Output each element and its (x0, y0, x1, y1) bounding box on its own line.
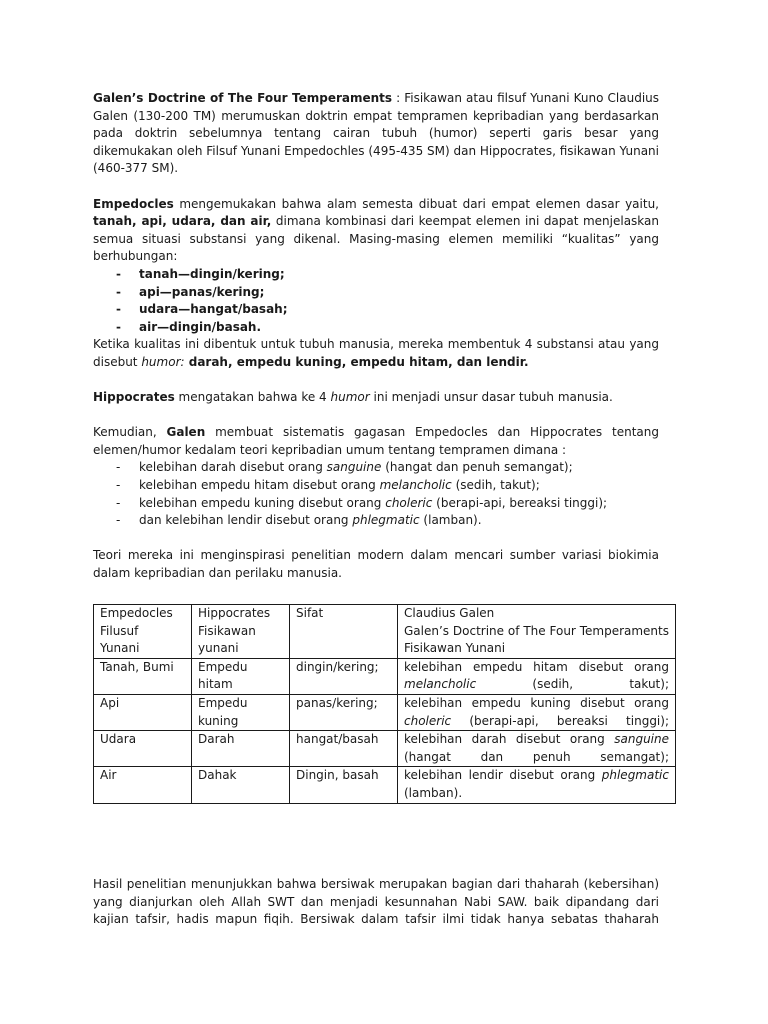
galen-paragraph (93, 424, 659, 459)
galen-name: Galen (166, 425, 206, 440)
hippocrates-text: mengatakan bahwa ke 4 (174, 390, 331, 405)
list-item: - kelebihan darah disebut orang sanguine (hangat dan penuh semangat); (93, 459, 659, 477)
list-item: - kelebihan empedu kuning disebut orang choleric (berapi-api, bereaksi tinggi); (93, 495, 659, 513)
empedocles-text: mengemukakan bahwa alam semesta dibuat dari empat elemen dasar yaitu, (173, 196, 659, 211)
temperament-table (93, 604, 676, 804)
hippocrates-paragraph (93, 389, 659, 407)
hippocrates-text-2: ini menjadi unsur dasar tubuh manusia. (369, 390, 613, 405)
hippocrates-name: Hippocrates (93, 390, 175, 405)
list-item: - kelebihan empedu hitam disebut orang melancholic (sedih, takut); (93, 477, 659, 495)
table-cell: dingin/kering; (290, 658, 398, 694)
list-item: - dan kelebihan lendir disebut orang phlegmatic (lamban). (93, 512, 659, 530)
galen-text: Kemudian, (93, 425, 167, 440)
list-item: - udara—hangat/basah; (93, 301, 659, 319)
intro-text: : Fisikawan atau filsuf Yunani Kuno Claudius Galen (130-200 TM) merumuskan doktrin empat tempramen kepribadian yang berdasarkan pada doktrin sebelumnya tentang cairan tubuh (humor) seperti garis besar yang dikemukakan oleh Filsuf Yunani Empedochles (495-435 SM) dan Hippocrates, fisikawan Yunani (460-377 SM). (93, 91, 660, 176)
table-row (94, 694, 676, 730)
table-cell: kelebihan empedu kuning disebut orang choleric (berapi-api, bereaksi tinggi); (398, 694, 676, 730)
table-cell: Darah (192, 731, 290, 767)
header-cell: Claudius Galen Galen’s Doctrine of The Four Temperaments Fisikawan Yunani (398, 605, 676, 659)
header-cell: Empedocles Filusuf Yunani (94, 605, 192, 659)
intro-paragraph (93, 90, 659, 178)
element-quality-list (93, 266, 659, 336)
header-cell: Hippocrates Fisikawan yunani (192, 605, 290, 659)
humor-list: darah, empedu kuning, empedu hitam, dan lendir. (184, 354, 529, 369)
table-header-row (94, 605, 676, 659)
table-cell: kelebihan lendir disebut orang phlegmatic (lamban). (398, 767, 676, 803)
table-cell: hangat/basah (290, 731, 398, 767)
humor-paragraph (93, 336, 659, 371)
empedocles-text-2: dimana kombinasi dari keempat elemen ini dapat menjelaskan semua situasi substansi yang dikenal. Masing-masing elemen memiliki “kualitas” yang berhubungan: (93, 214, 659, 264)
list-item: - air—dingin/basah. (93, 319, 659, 337)
temperament-list (93, 459, 659, 529)
list-item: - api—panas/kering; (93, 284, 659, 302)
table-cell: Api (94, 694, 192, 730)
table-row (94, 658, 676, 694)
intro-title: Galen’s Doctrine of The Four Temperaments (93, 91, 393, 105)
empedocles-name: Empedocles (93, 196, 174, 211)
document-body (93, 90, 659, 583)
table-cell: panas/kering; (290, 694, 398, 730)
closing-section (93, 876, 659, 929)
closing-paragraph: Hasil penelitian menunjukkan bahwa bersiwak merupakan bagian dari thaharah (kebersihan) yang dianjurkan oleh Allah SWT dan menjadi kesunnahan Nabi SAW. baik dipandang dari kajian tafsir, hadis mapun fiqih. Bersiwak dalam tafsir ilmi tidak hanya sebatas thaharah (93, 877, 659, 927)
table-cell: Dingin, basah (290, 767, 398, 803)
table-cell: kelebihan darah disebut orang sanguine (hangat dan penuh semangat); (398, 731, 676, 767)
theory-paragraph: Teori mereka ini menginspirasi penelitian modern dalam mencari sumber variasi biokimia dalam kepribadian dan perilaku manusia. (93, 548, 659, 581)
humor-term: humor: (141, 354, 185, 369)
table-cell: Empedu kuning (192, 694, 290, 730)
humor-text: Ketika kualitas ini dibentuk untuk tubuh manusia, mereka membentuk 4 substansi atau yang disebut (93, 337, 659, 369)
list-item: - tanah—dingin/kering; (93, 266, 659, 284)
header-cell: Sifat (290, 605, 398, 659)
empedocles-paragraph (93, 196, 659, 266)
empedocles-elements: tanah, api, udara, dan air, (93, 214, 272, 229)
table-cell: Air (94, 767, 192, 803)
table-cell: Dahak (192, 767, 290, 803)
table-cell: kelebihan empedu hitam disebut orang melancholic (sedih, takut); (398, 658, 676, 694)
galen-text-2: membuat sistematis gagasan Empedocles dan Hippocrates tentang elemen/humor kedalam teori kepribadian umum tentang tempramen dimana : (93, 425, 659, 457)
table-row (94, 731, 676, 767)
hippocrates-humor-term: humor (330, 390, 370, 405)
table-cell: Empedu hitam (192, 658, 290, 694)
table-row (94, 767, 676, 803)
table-cell: Tanah, Bumi (94, 658, 192, 694)
table-cell: Udara (94, 731, 192, 767)
